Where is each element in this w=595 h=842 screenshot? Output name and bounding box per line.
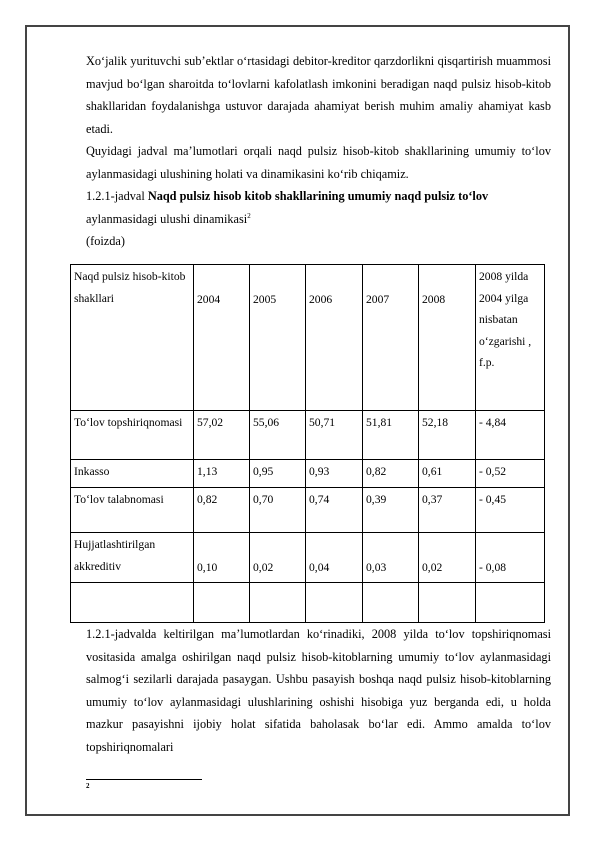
header-year-2007: 2007 xyxy=(363,265,419,411)
table-caption-prefix: 1.2.1-jadval xyxy=(86,189,148,203)
row-value: 0,61 xyxy=(419,460,476,488)
data-table xyxy=(70,264,545,623)
row-name: Hujjatlashtirilgan akkreditiv xyxy=(71,533,194,583)
row-value: 0,82 xyxy=(363,460,419,488)
header-year-2008: 2008 xyxy=(419,265,476,411)
row-value: 57,02 xyxy=(194,411,250,460)
intro-paragraph-1: Xo‘jalik yurituvchi sub’ektlar o‘rtasidagi debitor-kreditor qarzdorlikni qisqartirish muammosi mavjud bo‘lgan sharoitda to‘lovlarni kafolatlash imkonini beradigan naqd pulsiz hisob-kitob shakllaridan foydalanishga ustuvor darajada ahamiyat berish muhim amaliy ahamiyat kasb etadi. xyxy=(86,54,551,136)
empty-cell xyxy=(194,583,250,623)
row-value: 0,04 xyxy=(306,533,363,583)
row-value: 0,70 xyxy=(250,488,306,533)
empty-cell xyxy=(476,583,545,623)
row-change: - 0,08 xyxy=(476,533,545,583)
row-change: - 0,45 xyxy=(476,488,545,533)
intro-section xyxy=(86,50,551,253)
table-unit: (foizda) xyxy=(86,234,125,248)
header-year-2006: 2006 xyxy=(306,265,363,411)
table-header-row xyxy=(71,265,545,411)
table-caption-title: Naqd pulsiz hisob kitob shakllarining umumiy naqd pulsiz to‘lov xyxy=(147,189,489,203)
footnote-mark: 2 xyxy=(86,782,90,790)
row-name: To‘lov talabnomasi xyxy=(71,488,194,533)
analysis-paragraph: 1.2.1-jadvalda keltirilgan ma’lumotlardan ko‘rinadiki, 2008 yilda to‘lov topshiriqnomasi vositasida amalga oshirilgan naqd pulsiz hisob-kitoblarning umumiy to‘lov aylanmasidagi salmog‘i sezilarli darajada pasaygan. Ushbu pasayish boshqa naqd pulsiz hisob-kitoblarning umumiy to‘lov aylanmasidagi ulushlarining oshishi hisobiga yuz berganda edi, u holda mazkur pasayishni ijobiy holat sifatida baholasak bo‘lar edi. Ammo amalda to‘lov topshiriqnomalari xyxy=(86,627,551,754)
row-value: 50,71 xyxy=(306,411,363,460)
row-value: 0,03 xyxy=(363,533,419,583)
table-caption xyxy=(86,185,551,230)
row-value: 0,02 xyxy=(250,533,306,583)
header-year-2005: 2005 xyxy=(250,265,306,411)
header-year-2004: 2004 xyxy=(194,265,250,411)
empty-cell xyxy=(250,583,306,623)
row-value: 1,13 xyxy=(194,460,250,488)
row-change: - 0,52 xyxy=(476,460,545,488)
header-label-cell: Naqd pulsiz hisob-kitob shakllari xyxy=(71,265,194,411)
row-value: 0,02 xyxy=(419,533,476,583)
table-row xyxy=(71,488,545,533)
empty-cell xyxy=(419,583,476,623)
analysis-section xyxy=(86,623,551,758)
row-value: 0,39 xyxy=(363,488,419,533)
row-value: 55,06 xyxy=(250,411,306,460)
table-row xyxy=(71,533,545,583)
row-value: 52,18 xyxy=(419,411,476,460)
intro-paragraph-2: Quyidagi jadval ma’lumotlari orqali naqd pulsiz hisob-kitob shakllarining umumiy to‘lov aylanmasidagi ulushining holati va dinamikasini ko‘rib chiqamiz. xyxy=(86,144,551,181)
table-row xyxy=(71,460,545,488)
table-caption-line2: aylanmasidagi ulushi dinamikasi xyxy=(86,211,248,226)
footnote-reference: 2 xyxy=(247,211,251,220)
table-row xyxy=(71,411,545,460)
row-change: - 4,84 xyxy=(476,411,545,460)
table-empty-row xyxy=(71,583,545,623)
row-name: To‘lov topshiriqnomasi xyxy=(71,411,194,460)
empty-cell xyxy=(306,583,363,623)
row-value: 0,93 xyxy=(306,460,363,488)
row-value: 0,37 xyxy=(419,488,476,533)
row-value: 51,81 xyxy=(363,411,419,460)
row-value: 0,10 xyxy=(194,533,250,583)
row-value: 0,95 xyxy=(250,460,306,488)
row-name: Inkasso xyxy=(71,460,194,488)
empty-cell xyxy=(363,583,419,623)
footnote-separator xyxy=(86,779,202,780)
header-change-cell: 2008 yilda 2004 yilga nisbatan o‘zgarishi , f.p. xyxy=(476,265,545,411)
row-value: 0,74 xyxy=(306,488,363,533)
row-value: 0,82 xyxy=(194,488,250,533)
empty-cell xyxy=(71,583,194,623)
